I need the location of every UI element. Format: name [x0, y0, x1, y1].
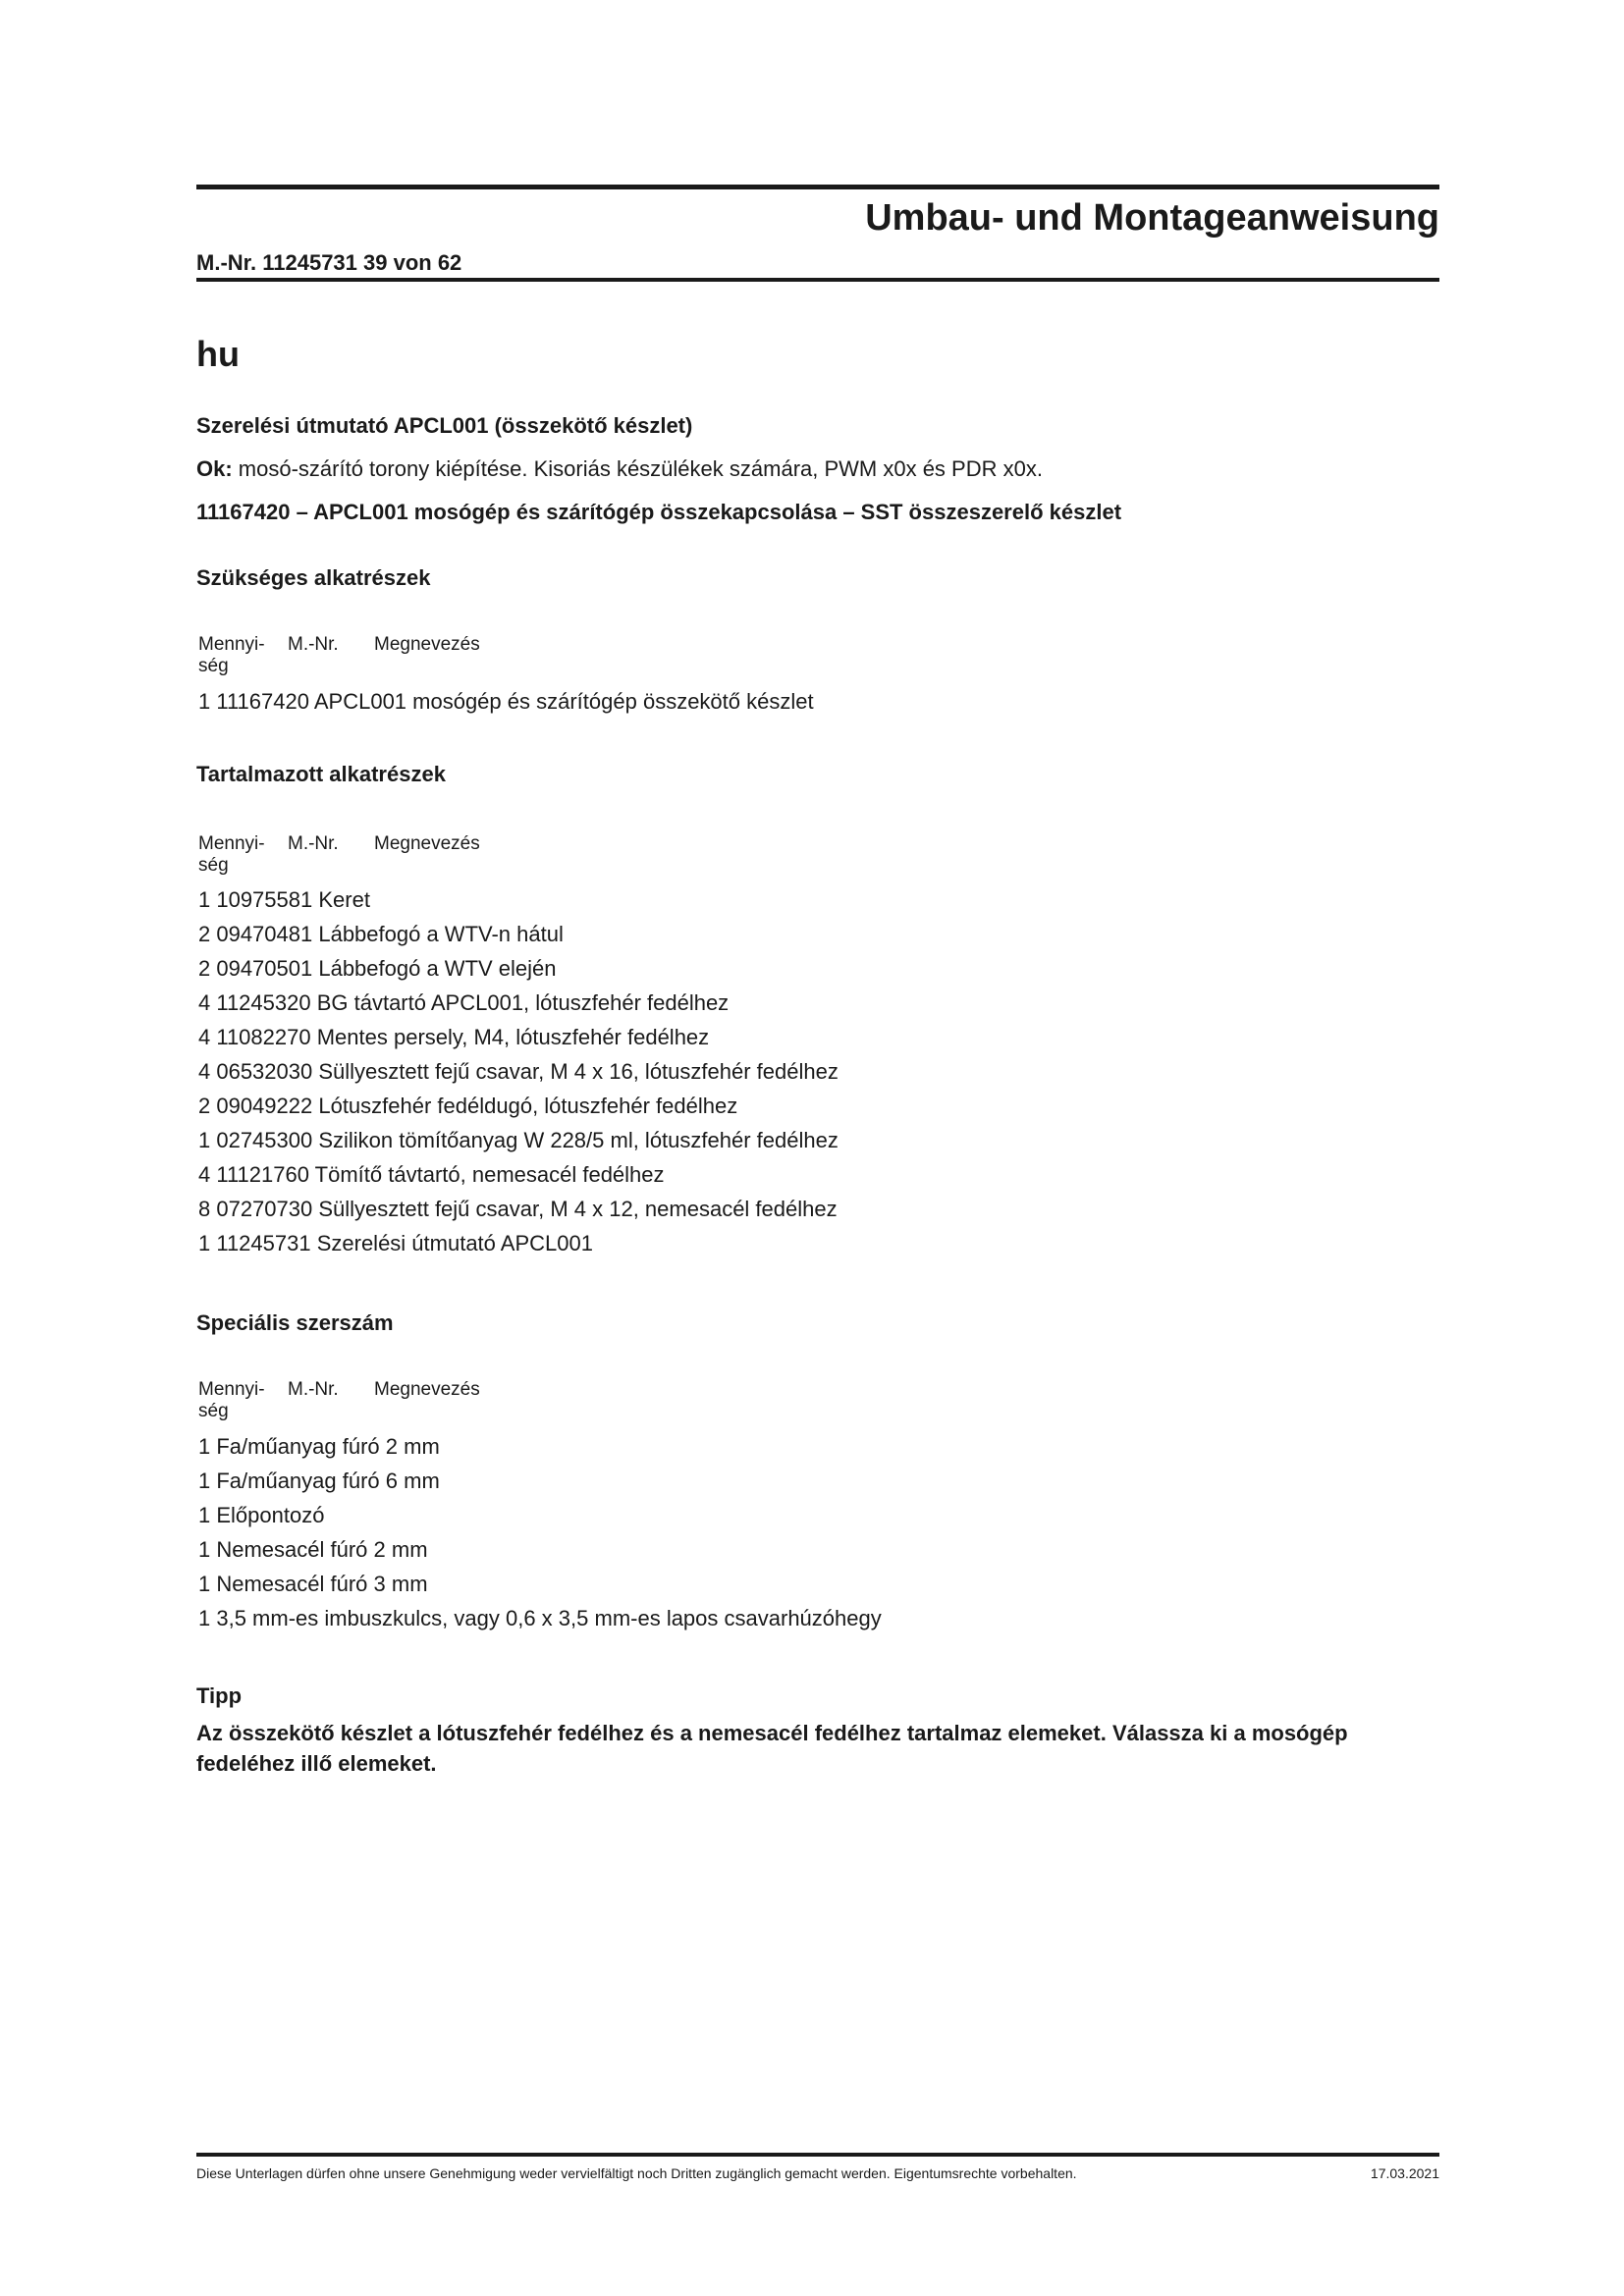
- reason-line: [196, 455, 1043, 483]
- col-qty: Mennyi-: [198, 634, 265, 655]
- footer-rule: [196, 2153, 1439, 2157]
- list-item: 1 Nemesacél fúró 2 mm: [198, 1537, 428, 1562]
- list-item: 2 09049222 Lótuszfehér fedéldugó, lótuszfehér fedélhez: [198, 1094, 738, 1118]
- reason-label: Ok:: [196, 456, 233, 481]
- column-header: [198, 634, 480, 677]
- tip-text: Az összekötő készlet a lótuszfehér fedélhez és a nemesacél fedélhez tartalmaz elemeket. Válassza ki a mosógép fedeléhez illő elemeket.: [196, 1721, 1348, 1776]
- col-name: Megnevezés: [374, 634, 480, 655]
- col-mnr: M.-Nr.: [288, 1379, 339, 1400]
- col-mnr: M.-Nr.: [288, 833, 339, 854]
- list-item: 1 10975581 Keret: [198, 887, 370, 912]
- list-item: 1 11245731 Szerelési útmutató APCL001: [198, 1231, 593, 1255]
- list-item: 4 11082270 Mentes persely, M4, lótuszfehér fedélhez: [198, 1025, 710, 1049]
- col-qty: Mennyi-: [198, 833, 265, 854]
- footer: [196, 2164, 1439, 2182]
- list-item: 2 09470481 Lábbefogó a WTV-n hátul: [198, 922, 564, 946]
- instruction-heading: Szerelési útmutató APCL001 (összekötő készlet): [196, 413, 693, 438]
- header-bottom-rule: [196, 278, 1439, 282]
- column-header: [198, 1379, 480, 1422]
- document-title: Umbau- und Montageanweisung: [865, 197, 1439, 239]
- reason-text: mosó-szárító torony kiépítése. Kisoriás készülékek számára, PWM x0x és PDR x0x.: [232, 456, 1043, 481]
- col-qty-cont: ség: [198, 656, 229, 676]
- section-title-included: Tartalmazott alkatrészek: [196, 762, 446, 786]
- list-item: 4 11121760 Tömítő távtartó, nemesacél fedélhez: [198, 1162, 665, 1187]
- footer-notice: Diese Unterlagen dürfen ohne unsere Genehmigung weder vervielfältigt noch Dritten zugänglich gemacht werden. Eigentumsrechte vorbehalten.: [196, 2165, 1077, 2181]
- footer-date: 17.03.2021: [1370, 2165, 1439, 2181]
- section-title-tools: Speciális szerszám: [196, 1310, 394, 1335]
- list-item: 1 3,5 mm-es imbuszkulcs, vagy 0,6 x 3,5 mm-es lapos csavarhúzóhegy: [198, 1606, 882, 1630]
- col-qty-cont: ség: [198, 855, 229, 876]
- section-title-required: Szükséges alkatrészek: [196, 565, 431, 590]
- column-header: [198, 833, 480, 877]
- list-item: 2 09470501 Lábbefogó a WTV elején: [198, 956, 557, 981]
- list-item: 1 Fa/műanyag fúró 6 mm: [198, 1468, 440, 1493]
- list-item: 8 07270730 Süllyesztett fejű csavar, M 4 x 12, nemesacél fedélhez: [198, 1197, 838, 1221]
- kit-line: 11167420 – APCL001 mosógép és szárítógép összekapcsolása – SST összeszerelő készlet: [196, 500, 1122, 524]
- list-item: 1 Előpontozó: [198, 1503, 325, 1527]
- list-item: 4 11245320 BG távtartó APCL001, lótuszfehér fedélhez: [198, 990, 730, 1015]
- col-qty-cont: ség: [198, 1401, 229, 1421]
- col-qty: Mennyi-: [198, 1379, 265, 1400]
- document-number: M.-Nr. 11245731 39 von 62: [196, 250, 462, 275]
- language-code: hu: [196, 334, 240, 374]
- list-item: 1 02745300 Szilikon tömítőanyag W 228/5 ml, lótuszfehér fedélhez: [198, 1128, 839, 1152]
- tip-title: Tipp: [196, 1683, 243, 1708]
- col-name: Megnevezés: [374, 1379, 480, 1400]
- list-item: 1 Nemesacél fúró 3 mm: [198, 1572, 428, 1596]
- col-name: Megnevezés: [374, 833, 480, 854]
- col-mnr: M.-Nr.: [288, 634, 339, 655]
- header-top-rule: [196, 185, 1439, 189]
- list-item: 4 06532030 Süllyesztett fejű csavar, M 4 x 16, lótuszfehér fedélhez: [198, 1059, 839, 1084]
- list-item: 1 11167420 APCL001 mosógép és szárítógép összekötő készlet: [198, 689, 814, 714]
- list-item: 1 Fa/műanyag fúró 2 mm: [198, 1434, 440, 1459]
